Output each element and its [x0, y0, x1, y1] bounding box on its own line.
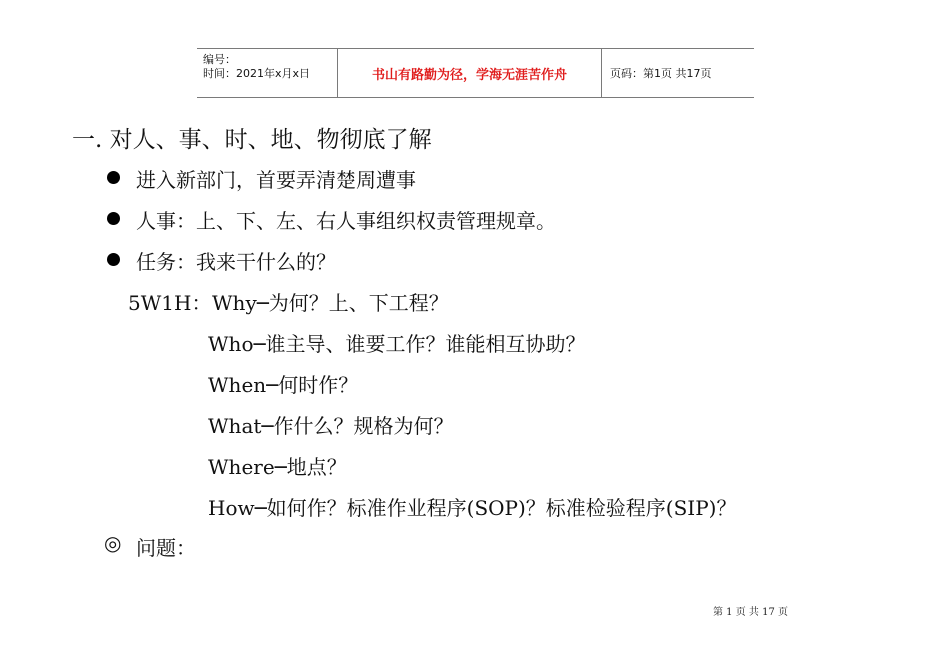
header-page-code: 页码：第1页 共17页	[610, 67, 712, 80]
fivew1h-who: Who─谁主导、谁要工作？谁能相互协助？	[208, 332, 586, 356]
fivew1h-when: When─何时作？	[208, 373, 359, 397]
bullet-item-1: 进入新部门，首要弄清楚周遭事	[136, 168, 416, 192]
fivew1h-label: 5W1H：	[128, 291, 212, 315]
circle-mark-icon: ◎	[104, 531, 122, 555]
fivew1h-how: How─如何作？标准作业程序(SOP)？标准检验程序(SIP)？	[208, 496, 737, 520]
header-meta-cell	[197, 49, 338, 97]
bullet-item-3: 任务：我来干什么的？	[136, 250, 336, 274]
fivew1h-what: What─作什么？规格为何？	[208, 414, 454, 438]
date-label: 时间：2021年x月x日	[203, 67, 311, 80]
document-header	[197, 48, 754, 98]
bullet-dot-icon	[107, 171, 120, 184]
bullet-item-2: 人事：上、下、左、右人事组织权责管理规章。	[136, 209, 556, 233]
fivew1h-where: Where─地点？	[208, 455, 347, 479]
fivew1h-why: Why─为何？上、下工程？	[212, 291, 449, 315]
serial-number-label: 编号：	[203, 53, 236, 66]
bullet-dot-icon	[107, 253, 120, 266]
question-label: 问题：	[136, 536, 196, 560]
bullet-dot-icon	[107, 212, 120, 225]
header-motto: 书山有路勤为径，学海无涯苦作舟	[338, 49, 602, 97]
section-heading: 一. 对人、事、时、地、物彻底了解	[72, 127, 432, 153]
page-footer: 第 1 页 共 17 页	[713, 607, 788, 618]
